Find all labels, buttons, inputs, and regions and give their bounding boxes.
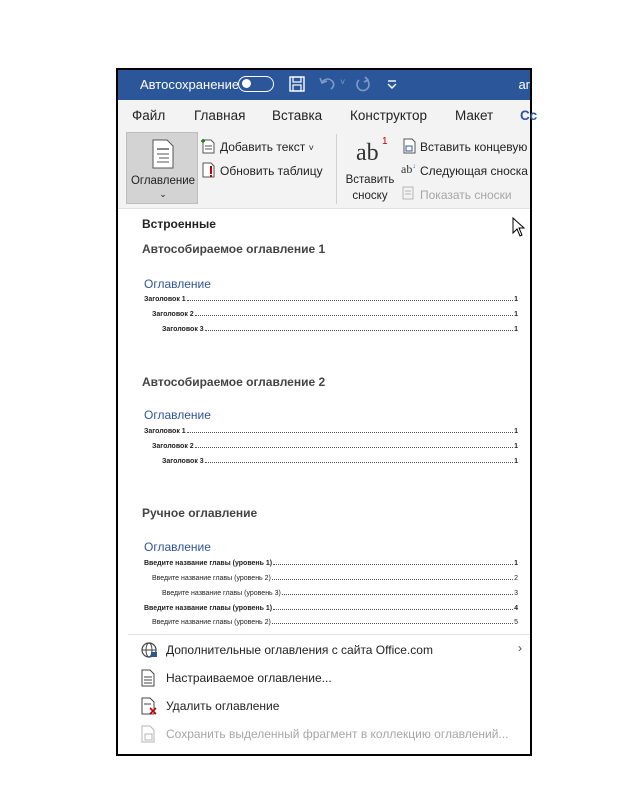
toc-leader — [272, 623, 513, 624]
chevron-right-icon: › — [518, 641, 522, 655]
tab-layout[interactable]: Макет — [455, 108, 494, 123]
undo-icon[interactable] — [318, 75, 338, 93]
update-table-button[interactable]: Обновить таблицу — [220, 164, 323, 178]
toc-entry-text: Введите название главы (уровень 2) — [152, 575, 271, 582]
menu-item-label: Дополнительные оглавления с сайта Office.com — [166, 643, 433, 657]
gallery-title: Автособираемое оглавление 1 — [142, 242, 326, 256]
tab-references[interactable]: Сс — [520, 108, 538, 123]
builtin-section-header: Встроенные — [142, 217, 216, 231]
toc-icon — [151, 139, 175, 169]
toc-entry-page: 1 — [514, 560, 518, 567]
show-notes-button[interactable]: Показать сноски — [420, 188, 512, 202]
add-text-label: Добавить текст — [220, 140, 306, 154]
menu-item-label: Настраиваемое оглавление... — [166, 671, 332, 685]
footnote-sup-glyph: 1 — [382, 136, 388, 147]
toc-button-label: Оглавление — [130, 175, 196, 187]
tab-insert[interactable]: Вставка — [272, 108, 323, 123]
toc-dropdown — [118, 209, 530, 754]
chevron-down-icon: ˅ — [308, 143, 314, 153]
add-text-button[interactable] — [220, 140, 314, 154]
tab-file[interactable]: Файл — [132, 108, 166, 123]
gallery-title: Автособираемое оглавление 2 — [142, 375, 326, 389]
gallery-title: Ручное оглавление — [142, 506, 258, 520]
custom-toc-icon — [140, 669, 156, 687]
toc-entry-page: 3 — [514, 590, 518, 597]
toc-preview-title: Оглавление — [144, 540, 211, 554]
toc-entry-page: 1 — [514, 443, 518, 450]
customize-toolbar-icon[interactable] — [386, 79, 398, 91]
save-icon[interactable] — [288, 75, 306, 93]
toc-leader — [282, 594, 513, 595]
word-window — [116, 68, 538, 756]
toc-entry-text: Введите название главы (уровень 1) — [144, 605, 273, 612]
tab-home[interactable]: Главная — [194, 108, 246, 123]
toc-entry-page: 5 — [514, 619, 518, 626]
toc-entry-text: Заголовок 2 — [152, 311, 194, 318]
insert-endnote-icon — [401, 138, 417, 154]
next-footnote-button[interactable]: Следующая сноска — [420, 164, 528, 178]
undo-dropdown-icon[interactable]: ˅ — [340, 77, 346, 87]
insert-footnote-label-2: сноску — [352, 190, 388, 202]
remove-toc-icon — [140, 697, 158, 715]
autosave-label: Автосохранение — [140, 77, 240, 92]
footnote-glyph: ab — [356, 140, 379, 166]
redo-icon[interactable] — [354, 75, 372, 93]
toc-entry-page: 1 — [514, 326, 518, 333]
toc-preview-title: Оглавление — [144, 277, 211, 291]
toc-entry-text: Заголовок 3 — [162, 326, 204, 333]
gallery-manual-toc[interactable] — [118, 209, 530, 626]
ribbon — [118, 130, 530, 209]
toc-entry-text: Заголовок 3 — [162, 458, 204, 465]
toc-entry-page: 2 — [514, 575, 518, 582]
toggle-knob — [242, 79, 251, 88]
tab-design[interactable]: Конструктор — [350, 108, 427, 123]
toc-entry-text: Введите название главы (уровень 3) — [162, 590, 281, 597]
add-text-icon — [200, 138, 216, 154]
toc-leader — [273, 609, 513, 610]
next-footnote-icon: ab↓ — [401, 162, 416, 176]
toc-entry — [162, 586, 518, 597]
menu-item-label: Удалить оглавление — [166, 699, 280, 713]
toc-leader — [272, 579, 513, 580]
toc-entry-page: 1 — [514, 296, 518, 303]
toc-entry-page: 1 — [514, 311, 518, 318]
toc-entry-text: Введите название главы (уровень 1) — [144, 560, 273, 567]
document-title: ar — [518, 77, 530, 92]
toc-entry-text: Введите название главы (уровень 2) — [152, 619, 271, 626]
menu-item-label: Сохранить выделенный фрагмент в коллекцию оглавлений... — [166, 727, 509, 741]
autosave-toggle[interactable] — [238, 76, 274, 92]
globe-icon — [140, 641, 158, 659]
insert-endnote-button[interactable]: Вставить концевую — [420, 140, 528, 154]
ribbon-tabs — [118, 100, 538, 130]
toc-entry — [152, 571, 518, 582]
ribbon-separator — [336, 134, 337, 204]
toc-entry-page: 4 — [514, 605, 518, 612]
toc-entry-text: Заголовок 2 — [152, 443, 194, 450]
toc-entry-text: Заголовок 1 — [144, 296, 186, 303]
toc-entry-page: 1 — [514, 458, 518, 465]
chevron-down-icon: ⌄ — [159, 189, 167, 199]
toc-preview-title: Оглавление — [144, 408, 211, 422]
toc-entry — [144, 556, 518, 567]
toc-entry-page: 1 — [514, 428, 518, 435]
show-notes-icon — [401, 186, 415, 200]
toc-leader — [273, 564, 513, 565]
insert-footnote-label-1: Вставить — [345, 174, 395, 186]
save-selection-icon — [140, 725, 156, 743]
toc-entry-text: Заголовок 1 — [144, 428, 186, 435]
title-bar — [118, 70, 530, 100]
toc-entry — [144, 601, 518, 612]
toc-entry — [152, 615, 518, 626]
toc-button[interactable] — [126, 132, 198, 204]
menu-separator — [128, 634, 530, 635]
update-table-icon — [200, 162, 216, 178]
